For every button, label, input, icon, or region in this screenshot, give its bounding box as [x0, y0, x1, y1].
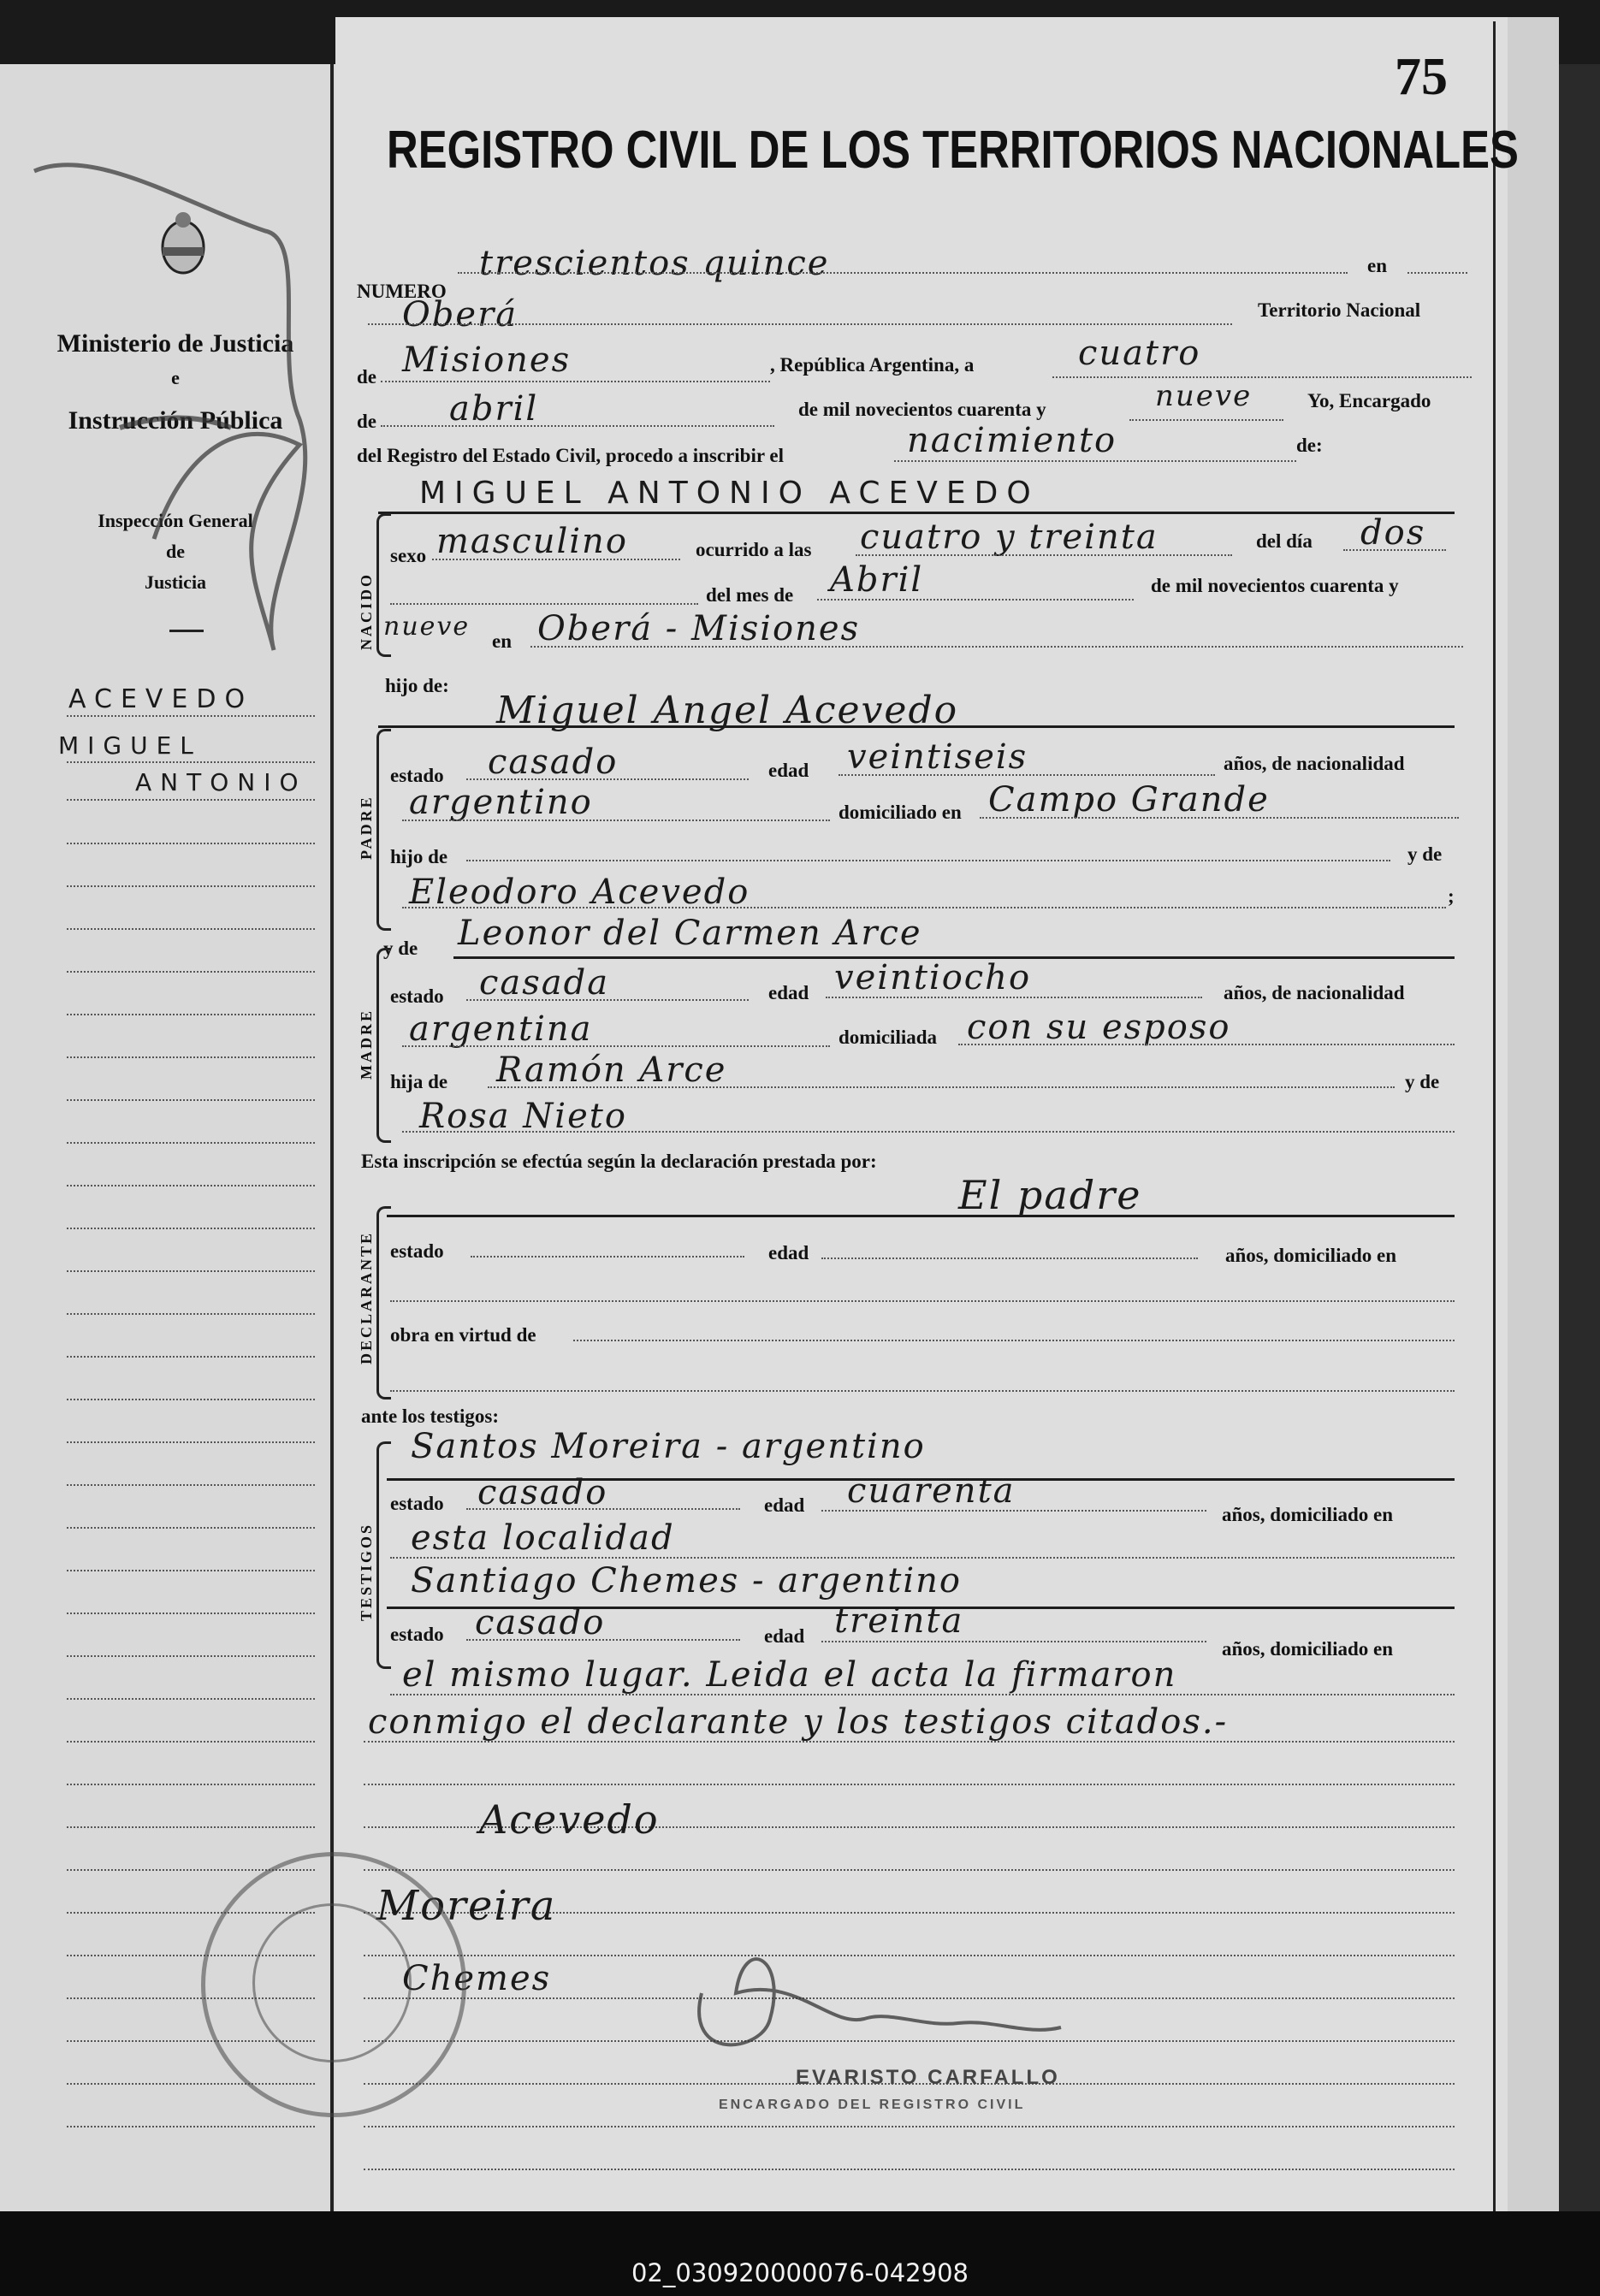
madre-nacionalidad-value: argentina: [409, 1009, 593, 1049]
ministry-line-2: e: [171, 367, 180, 388]
testigo1-estado-label: estado: [390, 1493, 444, 1514]
declarante-estado-label: estado: [390, 1240, 444, 1262]
sexo-value: masculino: [436, 522, 628, 561]
hija-de-label: hija de: [390, 1071, 448, 1092]
padre-estado-label: estado: [390, 765, 444, 786]
margin-name-2: ANTONIO: [135, 768, 307, 796]
encargado-title: ENCARGADO DEL REGISTRO CIVIL: [719, 2098, 1026, 2112]
testigo1-value: Santos Moreira - argentino: [411, 1427, 926, 1466]
numero-label: NUMERO: [357, 281, 447, 302]
anos-dom-label-1: años, domiciliado en: [1225, 1245, 1397, 1266]
page-number: 75: [1395, 48, 1448, 106]
anio-value: nueve: [1155, 379, 1253, 413]
y-de-label-3: y de: [1405, 1071, 1440, 1092]
padre-domicilio-value: Campo Grande: [988, 780, 1270, 820]
acto-value: nacimiento: [907, 421, 1117, 460]
numero-value: trescientos quince: [479, 244, 830, 283]
sexo-label: sexo: [390, 545, 427, 566]
testigos-side-label: TESTIGOS: [358, 1522, 375, 1621]
anio-nac-value: nueve: [383, 612, 471, 642]
hijo-label: hijo de:: [385, 675, 449, 696]
ocurrido-label: ocurrido a las: [696, 539, 812, 560]
territorio-label: Territorio Nacional: [1258, 299, 1421, 321]
en-label-2: en: [492, 630, 512, 652]
padre-edad-label: edad: [768, 760, 809, 781]
registro-label: del Registro del Estado Civil, procedo a inscribir el: [357, 445, 784, 466]
madre-bracket: [376, 948, 391, 1143]
ministry-line-3: Instrucción Pública: [68, 406, 283, 435]
file-name-label: 02_030920000076-042908: [631, 2258, 969, 2287]
inspection-line-3: Justicia: [144, 571, 207, 593]
madre-domiciliada-label: domiciliada: [839, 1027, 938, 1048]
abuelo-paterno-value: Eleodoro Acevedo: [409, 873, 750, 912]
republica-label: , República Argentina, a: [770, 354, 975, 376]
madre-nombre-value: Leonor del Carmen Arce: [458, 914, 922, 953]
hora-value: cuatro y treinta: [860, 518, 1159, 557]
inspection-line-1: Inspección General: [98, 510, 253, 531]
margin-name-1: MIGUEL: [58, 731, 202, 760]
mes-nac-value: Abril: [830, 560, 924, 600]
signature-chemes: Chemes: [402, 1959, 552, 1998]
registrant-name: MIGUEL ANTONIO ACEVEDO: [419, 476, 1040, 511]
semicolon: ;: [1448, 885, 1455, 907]
dia-inscripcion-value: cuatro: [1078, 334, 1201, 373]
testigo1-edad-value: cuarenta: [847, 1471, 1016, 1511]
y-de-label-1: y de: [1407, 843, 1443, 865]
en-label: en: [1367, 255, 1387, 276]
encargado-name: EVARISTO CARFALLO: [796, 2066, 1060, 2089]
page-edge: [1508, 17, 1559, 2224]
right-rule: [1493, 21, 1496, 2211]
signature-acevedo: Acevedo: [479, 1796, 660, 1843]
madre-estado-value: casada: [479, 963, 610, 1003]
de-label-1: de: [357, 366, 376, 388]
y-de-label-2: y de: [383, 938, 418, 959]
testigo2-estado-label: estado: [390, 1624, 444, 1645]
padre-edad-value: veintiseis: [847, 737, 1028, 777]
anos-dom-label-2: años, domiciliado en: [1222, 1504, 1394, 1525]
madre-edad-value: veintiocho: [834, 958, 1032, 997]
de-mil-label-2: de mil novecientos cuarenta y: [1151, 575, 1399, 596]
anos-nac-label: años, de nacionalidad: [1224, 753, 1405, 774]
testigo2-estado-value: casado: [475, 1603, 606, 1642]
ministry-line-1: Ministerio de Justicia: [56, 329, 294, 358]
hijo-de-label: hijo de: [390, 846, 448, 867]
nacido-side-label: NACIDO: [358, 571, 375, 650]
testigo2-value: Santiago Chemes - argentino: [411, 1561, 962, 1601]
declarante-edad-label: edad: [768, 1242, 809, 1263]
madre-edad-label: edad: [768, 982, 809, 1003]
padre-side-label: PADRE: [358, 795, 375, 860]
madre-estado-label: estado: [390, 985, 444, 1007]
testigos-bracket: [376, 1441, 391, 1669]
ante-testigos-label: ante los testigos:: [361, 1405, 499, 1427]
del-dia-label: del día: [1256, 530, 1313, 552]
abuelo-materno-value: Ramón Arce: [496, 1050, 727, 1090]
padre-nombre-value: Miguel Angel Acevedo: [496, 689, 959, 732]
declarante-bracket: [376, 1206, 391, 1399]
obra-label: obra en virtud de: [390, 1324, 536, 1346]
testigo1-estado-value: casado: [477, 1473, 608, 1512]
cierre-line-2: conmigo el declarante y los testigos citados.-: [368, 1702, 1229, 1742]
mes-inscripcion-value: abril: [449, 389, 539, 429]
anos-dom-label-3: años, domiciliado en: [1222, 1638, 1394, 1660]
dia-nac-value: dos: [1360, 513, 1426, 553]
inscripcion-label: Esta inscripción se efectúa según la declaración prestada por:: [361, 1151, 877, 1172]
de-label-2: de: [357, 411, 376, 432]
de-mil-label: de mil novecientos cuarenta y: [798, 399, 1046, 420]
localidad-value: Oberá: [402, 295, 519, 334]
padre-estado-value: casado: [488, 743, 619, 782]
testigo1-edad-label: edad: [764, 1494, 805, 1516]
abuela-materna-value: Rosa Nieto: [419, 1097, 627, 1136]
anos-nac-label-2: años, de nacionalidad: [1224, 982, 1405, 1003]
page-title: REGISTRO CIVIL DE LOS TERRITORIOS NACIONALES: [387, 121, 1519, 180]
inspection-line-2: de: [166, 541, 185, 562]
testigo2-edad-value: treinta: [834, 1601, 964, 1641]
encargado-signature: [667, 1925, 1095, 2079]
lugar-nac-value: Oberá - Misiones: [537, 609, 861, 648]
de-colon-label: de:: [1296, 435, 1323, 456]
padre-bracket: [376, 729, 391, 931]
margin-surname: ACEVEDO: [68, 684, 254, 714]
yo-label: Yo, Encargado: [1307, 390, 1431, 411]
padre-domiciliado-label: domiciliado en: [839, 802, 962, 823]
declarante-side-label: DECLARANTE: [358, 1230, 375, 1364]
madre-side-label: MADRE: [358, 1009, 375, 1080]
del-mes-label: del mes de: [706, 584, 794, 606]
declarante-value: El padre: [958, 1172, 1142, 1218]
registry-stamp: [201, 1852, 466, 2117]
cierre-line-1: el mismo lugar. Leida el acta la firmaron: [402, 1655, 1177, 1695]
signature-moreira: Moreira: [376, 1882, 557, 1930]
margin-signature: [17, 137, 376, 684]
madre-domicilio-value: con su esposo: [967, 1008, 1231, 1047]
padre-nacionalidad-value: argentino: [409, 783, 593, 822]
testigo1-domicilio-value: esta localidad: [411, 1518, 675, 1558]
testigo2-edad-label: edad: [764, 1625, 805, 1647]
territorio-value: Misiones: [402, 340, 572, 380]
